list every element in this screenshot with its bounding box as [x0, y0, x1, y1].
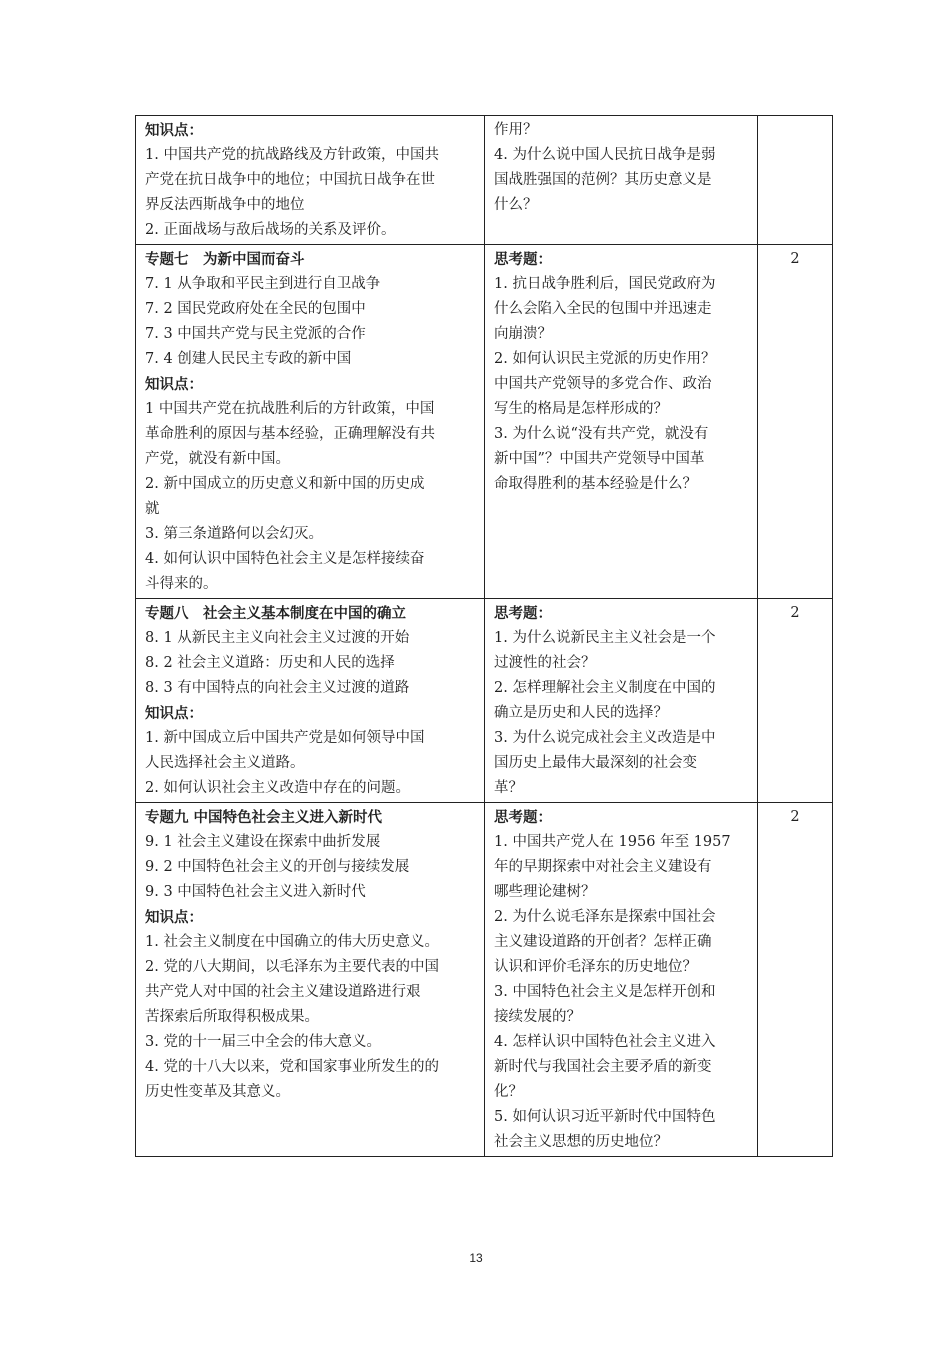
section-heading: 专题七 为新中国而奋斗	[145, 251, 305, 268]
text-line: 历史性变革及其意义。	[145, 1084, 290, 1100]
syllabus-table	[135, 115, 833, 1157]
questions-cell	[485, 116, 758, 245]
table-row	[136, 803, 833, 1157]
section-heading: 思考题：	[494, 809, 552, 826]
text-line: 革命胜利的原因与基本经验，正确理解没有共	[145, 426, 435, 442]
text-line: 3. 党的十一届三中全会的伟大意义。	[145, 1034, 381, 1050]
section-heading: 知识点：	[145, 705, 203, 722]
text-line: 界反法西斯战争中的地位	[145, 197, 305, 213]
text-line: 3. 第三条道路何以会幻灭。	[145, 526, 323, 542]
text-line: 3. 为什么说“没有共产党，就没有	[494, 426, 709, 442]
text-line: 2. 新中国成立的历史意义和新中国的历史成	[145, 476, 425, 492]
text-line: 1. 中国共产党的抗战路线及方针政策，中国共	[145, 147, 439, 163]
text-line: 8. 3 有中国特点的向社会主义过渡的道路	[145, 680, 410, 696]
topic-cell	[136, 599, 485, 803]
section-heading: 思考题：	[494, 251, 552, 268]
section-heading: 专题八 社会主义基本制度在中国的确立	[145, 605, 406, 622]
questions-cell	[485, 245, 758, 599]
text-line: 社会主义思想的历史地位？	[494, 1134, 668, 1150]
page-number: 13	[469, 1251, 483, 1265]
questions-cell	[485, 803, 758, 1157]
text-line: 中国共产党领导的多党合作、政治	[494, 376, 712, 392]
section-heading: 知识点：	[145, 376, 203, 393]
hours-value: 2	[790, 809, 800, 825]
text-line: 接续发展的？	[494, 1009, 581, 1025]
text-line: 人民选择社会主义道路。	[145, 755, 305, 771]
table-row	[136, 599, 833, 803]
text-line: 过渡性的社会？	[494, 655, 596, 671]
hours-value: 2	[790, 605, 800, 621]
text-line: 1. 抗日战争胜利后，国民党政府为	[494, 276, 716, 292]
text-line: 4. 如何认识中国特色社会主义是怎样接续奋	[145, 551, 425, 567]
text-line: 认识和评价毛泽东的历史地位？	[494, 959, 697, 975]
text-line: 1. 中国共产党人在 1956 年至 1957	[494, 834, 731, 850]
text-line: 哪些理论建树？	[494, 884, 596, 900]
text-line: 2. 正面战场与敌后战场的关系及评价。	[145, 222, 396, 238]
section-heading: 思考题：	[494, 605, 552, 622]
text-line: 8. 1 从新民主主义向社会主义过渡的开始	[145, 630, 410, 646]
text-line: 写生的格局是怎样形成的？	[494, 401, 668, 417]
text-line: 化？	[494, 1084, 523, 1100]
text-line: 2. 怎样理解社会主义制度在中国的	[494, 680, 716, 696]
text-line: 斗得来的。	[145, 576, 218, 592]
text-line: 2. 如何认识社会主义改造中存在的问题。	[145, 780, 410, 796]
text-line: 8. 2 社会主义道路：历史和人民的选择	[145, 655, 395, 671]
text-line: 国战胜强国的范例？其历史意义是	[494, 172, 712, 188]
text-line: 1 中国共产党在抗战胜利后的方针政策，中国	[145, 401, 435, 417]
table-row	[136, 116, 833, 245]
text-line: 什么会陷入全民的包围中并迅速走	[494, 301, 712, 317]
text-line: 1. 新中国成立后中国共产党是如何领导中国	[145, 730, 425, 746]
text-line: 新中国”？中国共产党领导中国革	[494, 451, 705, 467]
text-line: 7. 3 中国共产党与民主党派的合作	[145, 326, 366, 342]
text-line: 1. 为什么说新民主主义社会是一个	[494, 630, 716, 646]
text-line: 确立是历史和人民的选择？	[494, 705, 668, 721]
hours-cell	[758, 599, 833, 803]
hours-cell	[758, 245, 833, 599]
text-line: 产党，就没有新中国。	[145, 451, 290, 467]
text-line: 苦探索后所取得积极成果。	[145, 1009, 319, 1025]
text-line: 向崩溃？	[494, 326, 552, 342]
text-line: 1. 社会主义制度在中国确立的伟大历史意义。	[145, 934, 439, 950]
table-body	[136, 116, 833, 1157]
table-row	[136, 245, 833, 599]
text-line: 5. 如何认识习近平新时代中国特色	[494, 1109, 716, 1125]
topic-cell	[136, 116, 485, 245]
text-line: 3. 中国特色社会主义是怎样开创和	[494, 984, 716, 1000]
text-line: 国历史上最伟大最深刻的社会变	[494, 755, 697, 771]
text-line: 产党在抗日战争中的地位；中国抗日战争在世	[145, 172, 435, 188]
text-line: 3. 为什么说完成社会主义改造是中	[494, 730, 716, 746]
text-line: 命取得胜利的基本经验是什么？	[494, 476, 697, 492]
hours-cell	[758, 803, 833, 1157]
text-line: 4. 党的十八大以来，党和国家事业所发生的的	[145, 1059, 439, 1075]
text-line: 共产党人对中国的社会主义建设道路进行艰	[145, 984, 421, 1000]
topic-cell	[136, 245, 485, 599]
text-line: 7. 1 从争取和平民主到进行自卫战争	[145, 276, 381, 292]
hours-cell	[758, 116, 833, 245]
text-line: 新时代与我国社会主要矛盾的新变	[494, 1059, 712, 1075]
text-line: 革？	[494, 780, 523, 796]
text-line: 9. 3 中国特色社会主义进入新时代	[145, 884, 366, 900]
text-line: 4. 为什么说中国人民抗日战争是弱	[494, 147, 716, 163]
text-line: 就	[145, 501, 160, 517]
text-line: 9. 2 中国特色社会主义的开创与接续发展	[145, 859, 410, 875]
section-heading: 知识点：	[145, 122, 203, 139]
text-line: 年的早期探索中对社会主义建设有	[494, 859, 712, 875]
text-line: 7. 4 创建人民民主专政的新中国	[145, 351, 352, 367]
section-heading: 知识点：	[145, 909, 203, 926]
text-line: 9. 1 社会主义建设在探索中曲折发展	[145, 834, 381, 850]
section-heading: 专题九 中国特色社会主义进入新时代	[145, 809, 383, 826]
text-line: 7. 2 国民党政府处在全民的包围中	[145, 301, 366, 317]
text-line: 4. 怎样认识中国特色社会主义进入	[494, 1034, 716, 1050]
text-line: 什么？	[494, 197, 538, 213]
text-line: 主义建设道路的开创者？怎样正确	[494, 934, 712, 950]
text-line: 2. 党的八大期间，以毛泽东为主要代表的中国	[145, 959, 439, 975]
text-line: 2. 为什么说毛泽东是探索中国社会	[494, 909, 716, 925]
text-line: 2. 如何认识民主党派的历史作用？	[494, 351, 716, 367]
hours-value: 2	[790, 251, 800, 267]
questions-cell	[485, 599, 758, 803]
topic-cell	[136, 803, 485, 1157]
text-line: 作用？	[494, 122, 538, 138]
